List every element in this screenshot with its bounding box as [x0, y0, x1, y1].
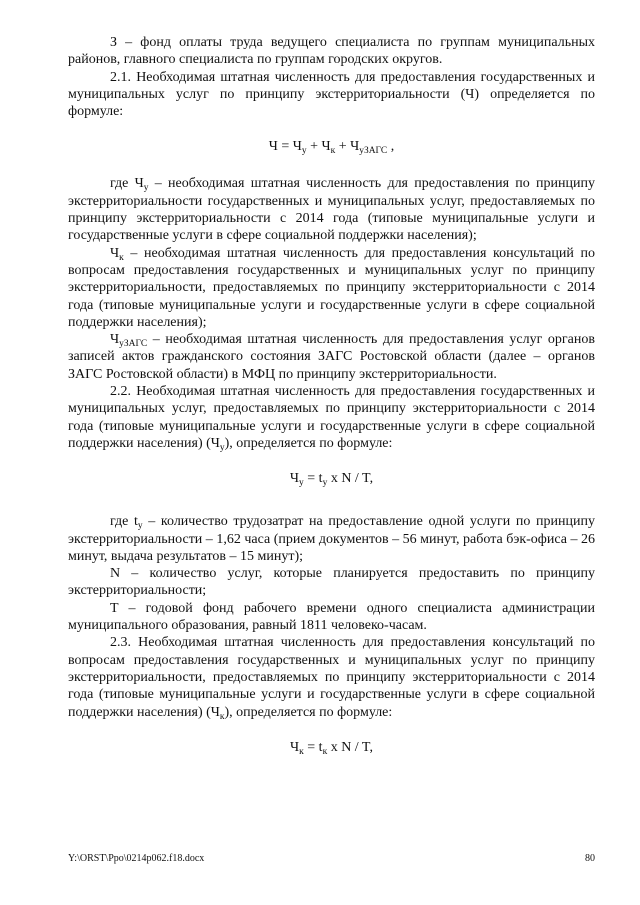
definition-chuzags: $Ч_{уЗАГС}$ – необходимая штатная численность для предоставления услуг органов записей актов гражданского состояния ЗАГС Ростовской области (далее – органов ЗАГС Ростовской области) в МФЦ по принципу экстерриториальности. [68, 332, 595, 382]
page-number: 80 [585, 853, 595, 864]
definition-chu: где $Ч_у$ – необходимая штатная численность для предоставления по принципу экстерриториальности государственных и муниципальных услуг, предоставляемых по принципу экстерриториальности с 2014 года (типовые муниципальные услуги и государственные услуги в сфере социальной поддержки населения); [68, 176, 596, 244]
document-page [68, 34, 595, 756]
paragraph-2-2: 2.2. Необходимая штатная численность для предоставления государственных и муниципальных услуг, предоставляемых по принципу экстерриториальности с 2014 года (типовые муниципальные услуги и государственные услуги в сфере социальной поддержки населения) $(Ч_у)$, определяется по формуле: [68, 384, 595, 453]
definition-tu: где $t_у$ – количество трудозатрат на предоставление одной услуги по принципу экстерриториальности – 1,62 часа (прием документов – 56 минут, работа бэк-офиса – 26 минут, выдача результатов – 15 минут); [68, 514, 595, 564]
file-path: Y:\ORST\Ppo\0214p062.f18.docx [68, 853, 205, 864]
page-footer [68, 853, 595, 864]
definition-t: T – годовой фонд рабочего времени одного специалиста администрации муниципального образования, равный 1811 человеко-часам. [68, 600, 595, 634]
paragraph-fot: З – фонд оплаты труда ведущего специалиста по группам муниципальных районов, главного специалиста по группам городских округов. [68, 35, 595, 68]
paragraph-2-1: 2.1. Необходимая штатная численность для предоставления государственных и муниципальных услуг по принципу экстерриториальности (Ч) определяется по формуле: [68, 69, 595, 120]
definition-chk: $Ч_к$ – необходимая штатная численность для предоставления консультаций по вопросам предоставления государственных и муниципальных услуг по принципу экстерриториальности, предоставляемых по принципу экстерриториальности с 2014 года (типовые муниципальные услуги и государственные услуги в сфере социальной поддержки населения); [68, 245, 595, 330]
formula-chk: $Ч_к = t_к$ x N / T, [290, 739, 373, 757]
formula-chu: $Ч_у = t_у$ x N / T, [289, 471, 374, 489]
formula-total: $Ч = Ч_у + Ч_к + Ч_{уЗАГС}$ , [268, 139, 395, 157]
definition-n: N – количество услуг, которые планируется предоставить по принципу экстерриториальности; [68, 566, 595, 599]
paragraph-2-3: 2.3. Необходимая штатная численность для предоставления консультаций по вопросам предоставления государственных и муниципальных услуг по принципу экстерриториальности, предоставляемых по принципу экстерриториальности с 2014 года (типовые муниципальные услуги и государственные услуги в сфере социальной поддержки населения) $(Ч_к)$, определяется по формуле: [68, 635, 595, 722]
